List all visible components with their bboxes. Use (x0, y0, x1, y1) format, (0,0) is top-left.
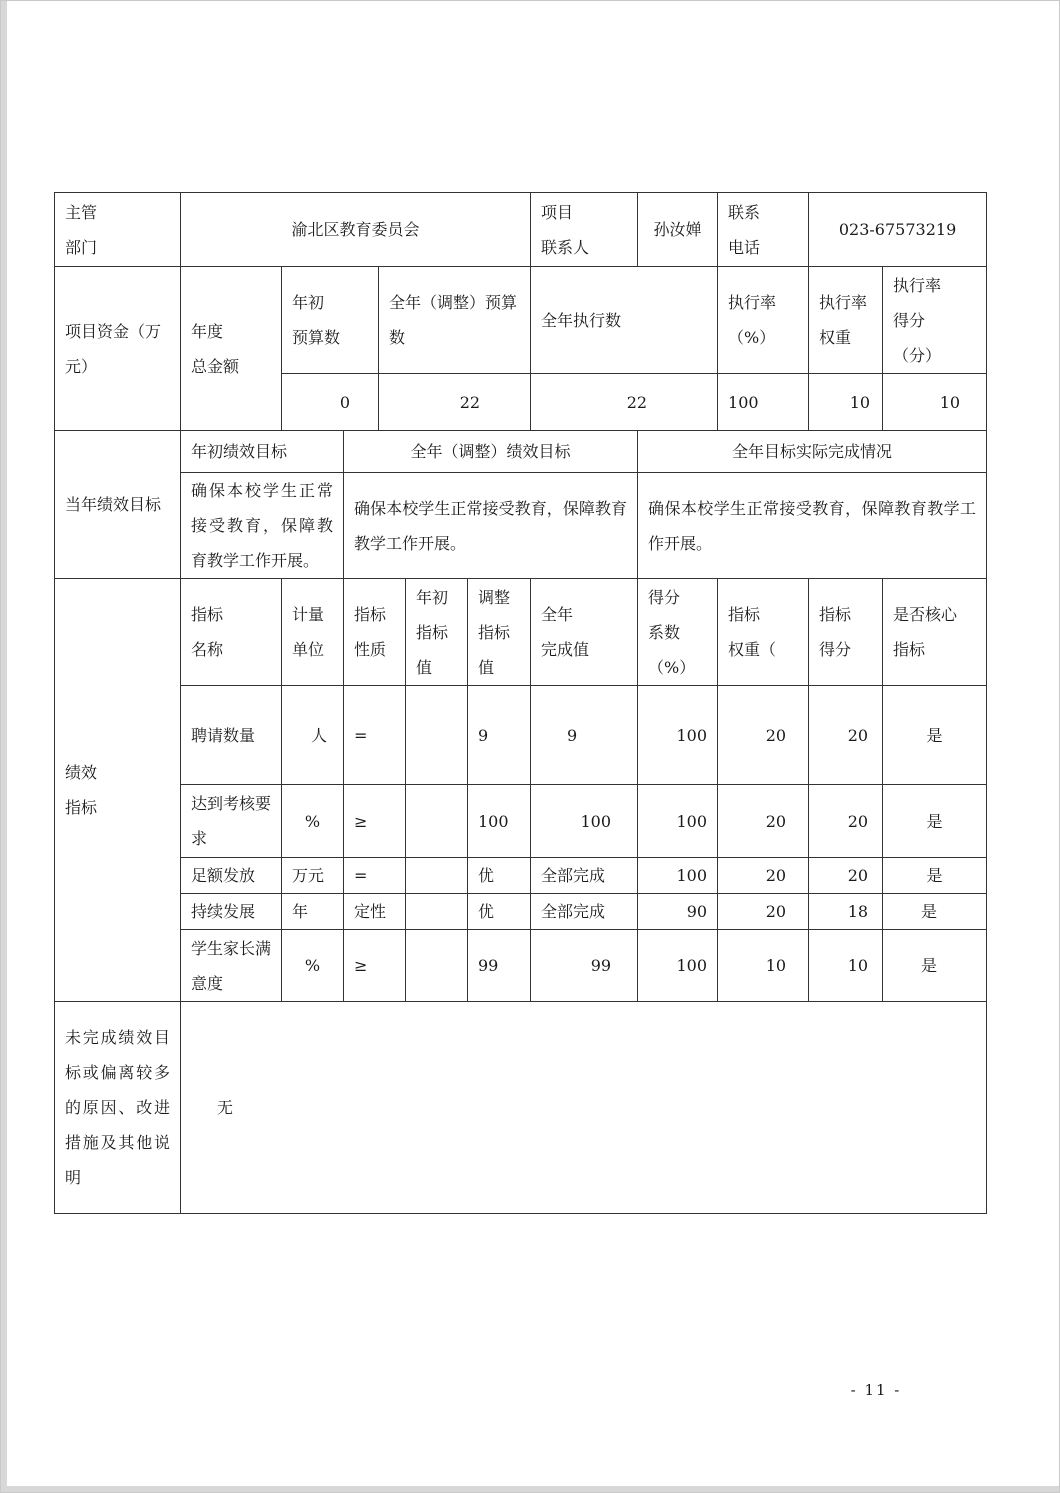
funds-initial-header: 年初 预算数 (282, 267, 379, 374)
ind-name: 聘请数量 (181, 686, 282, 785)
funds-executed-header: 全年执行数 (531, 267, 718, 374)
ind-unit: % (282, 930, 344, 1002)
performance-table (54, 192, 987, 1214)
ind-core: 是 (883, 930, 987, 1002)
ind-weight: 20 (718, 894, 809, 930)
ind-header-core: 是否核心 指标 (883, 579, 987, 686)
remarks-value: 无 (181, 1002, 987, 1214)
ind-completed: 全部完成 (531, 858, 638, 894)
ind-initial (406, 930, 468, 1002)
funds-rate-header: 执行率 （%） (718, 267, 809, 374)
ind-completed: 9 (531, 686, 638, 785)
ind-completed: 100 (531, 785, 638, 858)
ind-coef: 100 (638, 686, 718, 785)
ind-core: 是 (883, 894, 987, 930)
indicator-row (55, 894, 987, 930)
contact-label: 项目 联系人 (531, 193, 638, 267)
ind-initial (406, 785, 468, 858)
ind-adjusted: 9 (468, 686, 531, 785)
indicator-row (55, 930, 987, 1002)
ind-header-completed: 全年 完成值 (531, 579, 638, 686)
ind-header-unit: 计量 单位 (282, 579, 344, 686)
ind-header-initial: 年初 指标 值 (406, 579, 468, 686)
annual-total-label: 年度 总金额 (181, 267, 282, 431)
ind-score: 10 (809, 930, 883, 1002)
indicator-row (55, 686, 987, 785)
ind-weight: 20 (718, 785, 809, 858)
ind-score: 20 (809, 686, 883, 785)
ind-nature: ≥ (344, 785, 406, 858)
goals-initial-header: 年初绩效目标 (181, 431, 344, 473)
ind-unit: 年 (282, 894, 344, 930)
ind-nature: = (344, 686, 406, 785)
ind-header-name: 指标 名称 (181, 579, 282, 686)
goals-initial-value: 确保本校学生正常接受教育，保障教育教学工作开展。 (181, 473, 344, 579)
ind-completed: 全部完成 (531, 894, 638, 930)
funds-weight-value: 10 (809, 374, 883, 431)
phone-label: 联系 电话 (718, 193, 809, 267)
ind-weight: 10 (718, 930, 809, 1002)
funds-adjusted-value: 22 (379, 374, 531, 431)
ind-weight: 20 (718, 858, 809, 894)
ind-unit: 万元 (282, 858, 344, 894)
ind-name: 足额发放 (181, 858, 282, 894)
ind-header-weight: 指标 权重（ (718, 579, 809, 686)
goals-adjusted-header: 全年（调整）绩效目标 (344, 431, 638, 473)
ind-name: 持续发展 (181, 894, 282, 930)
ind-unit: 人 (282, 686, 344, 785)
ind-adjusted: 99 (468, 930, 531, 1002)
page-number: - 11 - (850, 1381, 902, 1399)
remarks-label: 未完成绩效目标或偏离较多的原因、改进措施及其他说明 (55, 1002, 181, 1214)
funds-weight-header: 执行率 权重 (809, 267, 883, 374)
goals-actual-header: 全年目标实际完成情况 (638, 431, 987, 473)
ind-initial (406, 858, 468, 894)
dept-value: 渝北区教育委员会 (181, 193, 531, 267)
dept-label: 主管 部门 (55, 193, 181, 267)
indicator-row (55, 785, 987, 858)
indicators-label: 绩效 指标 (55, 579, 181, 1002)
funds-executed-value: 22 (531, 374, 718, 431)
ind-score: 20 (809, 858, 883, 894)
ind-coef: 100 (638, 858, 718, 894)
ind-core: 是 (883, 858, 987, 894)
ind-name: 学生家长满意度 (181, 930, 282, 1002)
ind-nature: = (344, 858, 406, 894)
contact-value: 孙汝婵 (638, 193, 718, 267)
funds-rate-value: 100 (718, 374, 809, 431)
goals-actual-value: 确保本校学生正常接受教育，保障教育教学工作开展。 (638, 473, 987, 579)
ind-nature: 定性 (344, 894, 406, 930)
goals-adjusted-value: 确保本校学生正常接受教育，保障教育教学工作开展。 (344, 473, 638, 579)
ind-name: 达到考核要求 (181, 785, 282, 858)
goals-label: 当年绩效目标 (55, 431, 181, 579)
funds-label: 项目资金（万元） (55, 267, 181, 431)
ind-coef: 90 (638, 894, 718, 930)
funds-initial-value: 0 (282, 374, 379, 431)
ind-core: 是 (883, 686, 987, 785)
ind-header-nature: 指标 性质 (344, 579, 406, 686)
indicator-row (55, 858, 987, 894)
ind-header-coef: 得分 系数 （%） (638, 579, 718, 686)
ind-unit: % (282, 785, 344, 858)
ind-score: 18 (809, 894, 883, 930)
ind-score: 20 (809, 785, 883, 858)
ind-header-adjusted: 调整 指标 值 (468, 579, 531, 686)
ind-adjusted: 优 (468, 894, 531, 930)
ind-coef: 100 (638, 930, 718, 1002)
ind-initial (406, 894, 468, 930)
ind-adjusted: 100 (468, 785, 531, 858)
ind-nature: ≥ (344, 930, 406, 1002)
ind-weight: 20 (718, 686, 809, 785)
funds-adjusted-header: 全年（调整）预算数 (379, 267, 531, 374)
ind-adjusted: 优 (468, 858, 531, 894)
ind-header-score: 指标 得分 (809, 579, 883, 686)
ind-completed: 99 (531, 930, 638, 1002)
ind-initial (406, 686, 468, 785)
funds-score-header: 执行率 得分 （分） (883, 267, 987, 374)
phone-value: 023-67573219 (809, 193, 987, 267)
ind-coef: 100 (638, 785, 718, 858)
ind-core: 是 (883, 785, 987, 858)
funds-score-value: 10 (883, 374, 987, 431)
